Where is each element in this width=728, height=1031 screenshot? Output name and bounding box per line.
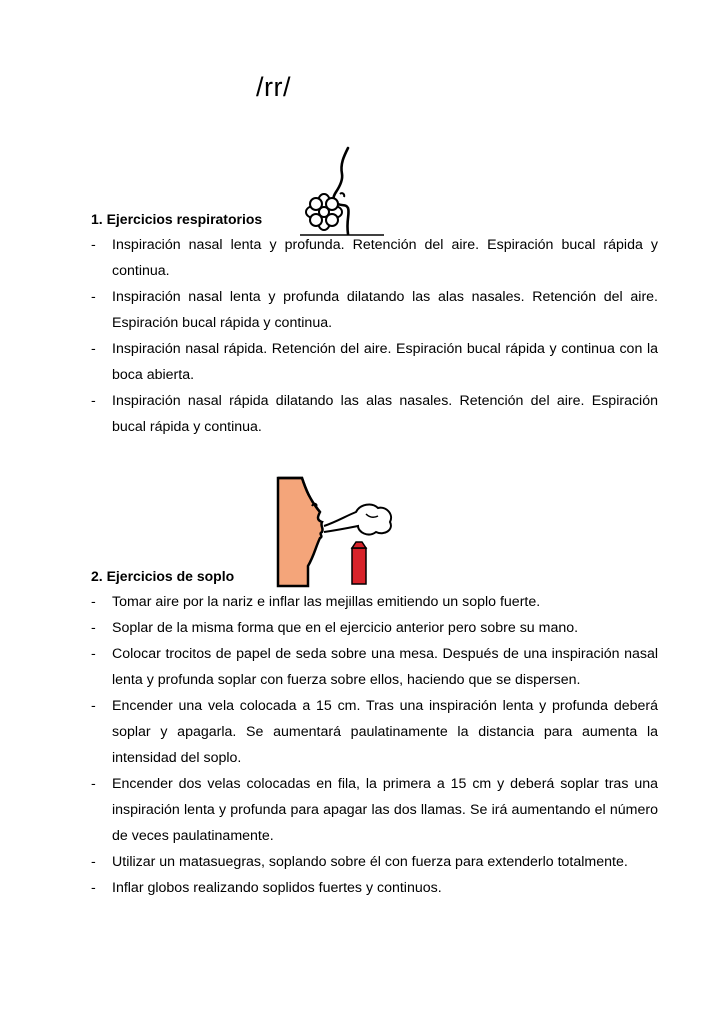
- list-item: - Inflar globos realizando soplidos fuertes y continuos.: [91, 880, 442, 896]
- list-item: - Inspiración nasal lenta y profunda. Retención del aire. Espiración bucal rápida y continua.: [91, 237, 658, 279]
- section-heading: 1. Ejercicios respiratorios: [91, 211, 263, 227]
- face-blowing-icon: [276, 476, 398, 588]
- section-2-list: [91, 589, 658, 901]
- nose-smelling-flower-icon: [300, 146, 386, 236]
- list-item: - Inspiración nasal rápida. Retención del aire. Espiración bucal rápida y continua con la boca abierta.: [91, 341, 658, 383]
- list-item: - Soplar de la misma forma que en el ejercicio anterior pero sobre su mano.: [91, 620, 579, 636]
- list-item: - Tomar aire por la nariz e inflar las mejillas emitiendo un soplo fuerte.: [91, 594, 541, 610]
- list-item: - Encender dos velas colocadas en fila, la primera a 15 cm y deberá soplar tras una inspiración lenta y profunda para apagar las dos llamas. Se irá aumentando el número de veces paulatinamente.: [91, 776, 658, 844]
- list-item: - Encender una vela colocada a 15 cm. Tras una inspiración lenta y profunda deberá soplar y apagarla. Se aumentará paulatinamente la distancia para aumenta la intensidad del soplo.: [91, 698, 658, 766]
- list-item: - Colocar trocitos de papel de seda sobre una mesa. Después de una inspiración nasal lenta y profunda soplar con fuerza sobre ellos, haciendo que se dispersen.: [91, 646, 658, 688]
- list-item: - Inspiración nasal rápida dilatando las alas nasales. Retención del aire. Espiración bucal rápida y continua.: [91, 393, 658, 435]
- page-title: /rr/: [256, 72, 291, 102]
- list-item: - Utilizar un matasuegras, soplando sobre él con fuerza para extenderlo totalmente.: [91, 854, 628, 870]
- list-item: - Inspiración nasal lenta y profunda dilatando las alas nasales. Retención del aire. Espiración bucal rápida y continua.: [91, 289, 658, 331]
- section-1-list: [91, 232, 658, 440]
- section-heading: 2. Ejercicios de soplo: [91, 568, 235, 584]
